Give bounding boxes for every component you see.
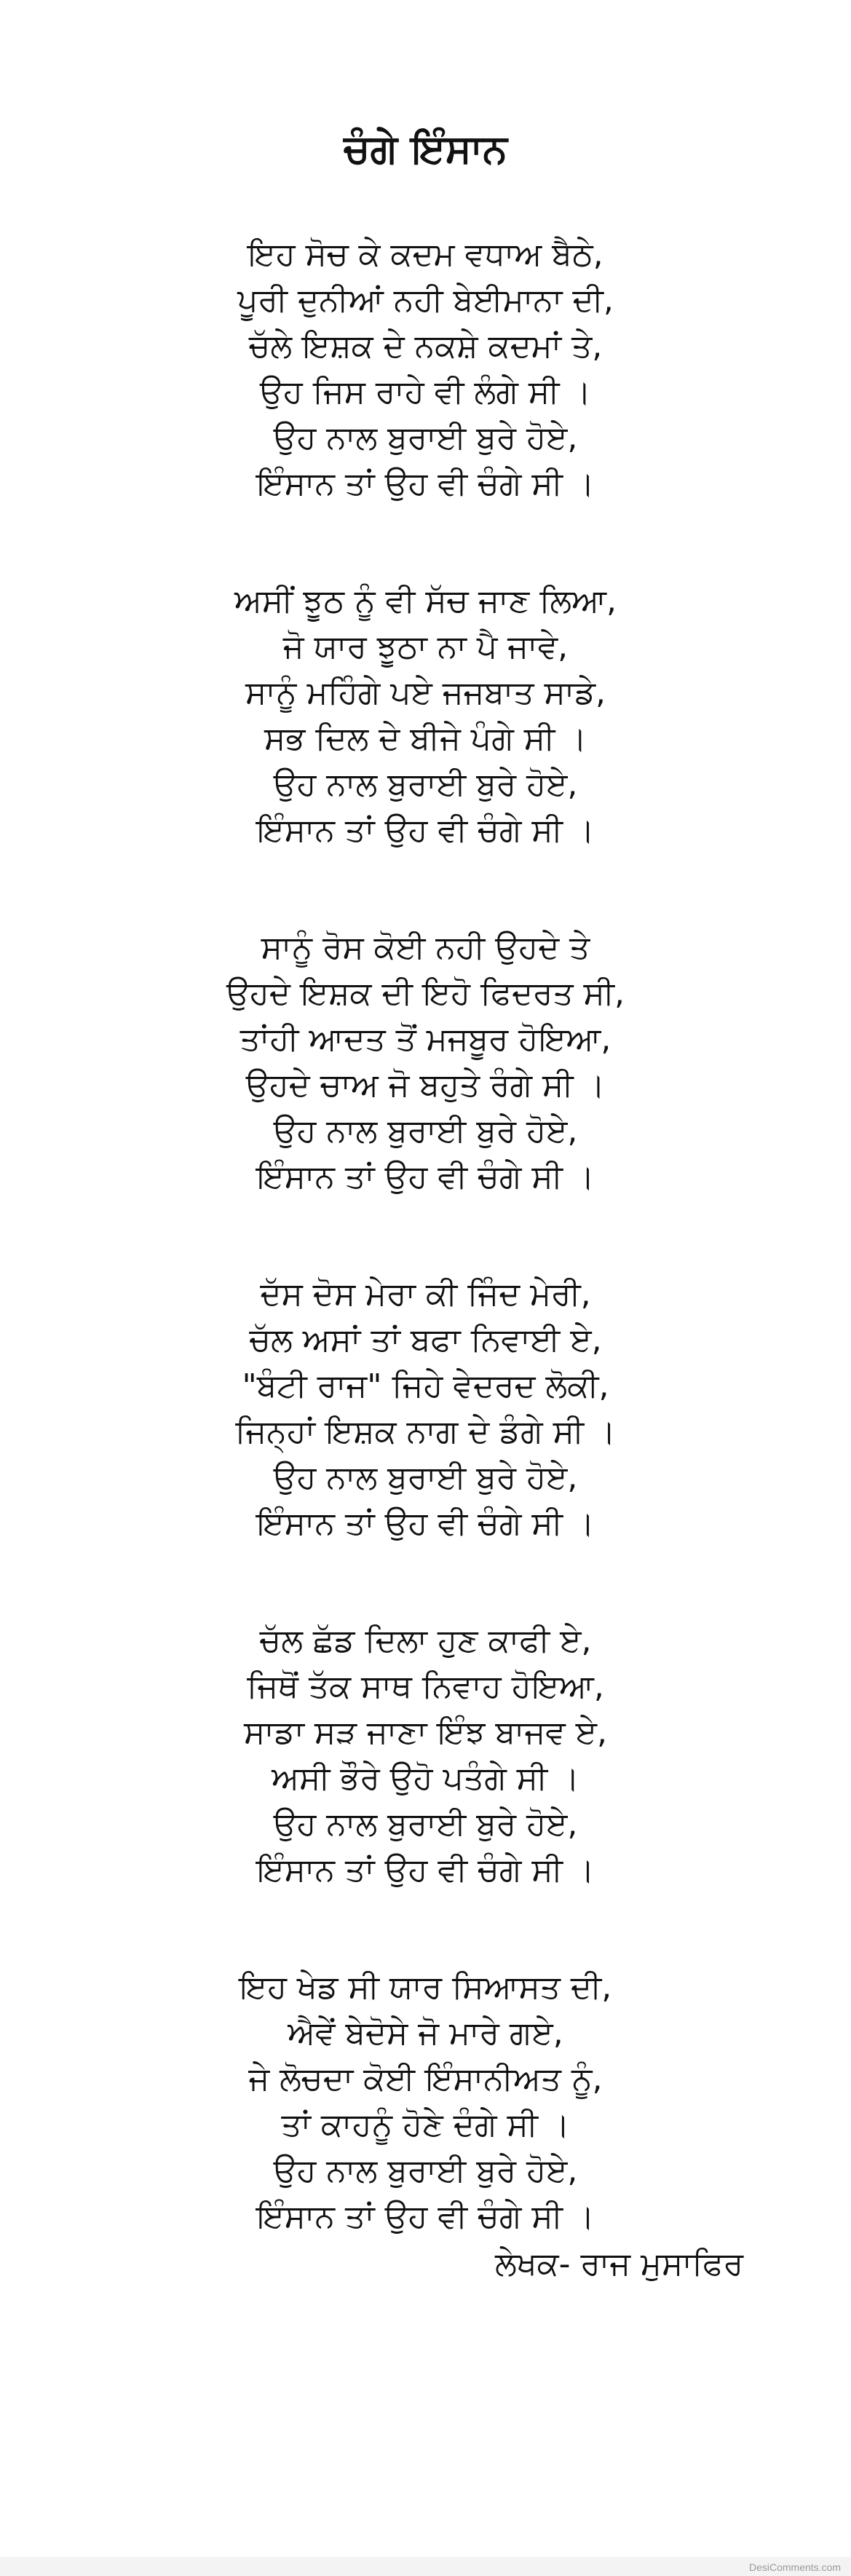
poem-line: ਚੱਲ ਅਸਾਂ ਤਾਂ ਬਫਾ ਨਿਵਾਈ ਏ,	[249, 1321, 602, 1359]
poem-line: ਸਾਨੂੰ ਰੋਸ ਕੋਈ ਨਹੀ ਉਹਦੇ ਤੇ	[261, 929, 590, 966]
stanza-6	[0, 1964, 851, 2240]
poem-line: ਤਾਂਹੀ ਆਦਤ ਤੋਂ ਮਜਬੂਰ ਹੋਇਆ,	[240, 1021, 611, 1058]
poem-line: ਜੇ ਲੋਚਦਾ ਕੋਈ ਇੰਸਾਨੀਅਤ ਨੂੰ,	[248, 2061, 603, 2098]
poem-line: ਜਿਨ੍ਹਾਂ ਇਸ਼ਕ ਨਾਗ ਦੇ ਡੰਗੇ ਸੀ ।	[235, 1413, 616, 1450]
watermark-text: DesiComments.com	[748, 2561, 841, 2573]
poem-line: ਚੱਲ ਛੱਡ ਦਿਲਾ ਹੁਣ ਕਾਫੀ ਏ,	[259, 1622, 592, 1659]
poem-line: ਉਹ ਨਾਲ ਬੁਰਾਈ ਬੁਰੇ ਹੋਏ,	[273, 766, 578, 803]
poem-line: ਚੱਲੇ ਇਸ਼ਕ ਦੇ ਨਕਸ਼ੇ ਕਦਮਾਂ ਤੇ,	[248, 328, 603, 365]
stanza-3	[0, 925, 851, 1200]
poem-line: ਸਭ ਦਿਲ ਦੇ ਬੀਜੇ ਪੰਗੇ ਸੀ ।	[264, 720, 587, 757]
poem-line: ਤਾਂ ਕਾਹਨੂੰ ਹੋਣੇ ਦੰਗੇ ਸੀ ।	[281, 2106, 570, 2144]
stanza-2	[0, 578, 851, 853]
stanza-4	[0, 1271, 851, 1546]
footer-bar	[0, 2557, 851, 2576]
poem-line: ਉਹ ਨਾਲ ਬੁਰਾਈ ਬੁਰੇ ਹੋਏ,	[273, 1459, 578, 1496]
poem-line: ਐਵੇਂ ਬੇਦੋਸੇ ਜੋ ਮਾਰੇ ਗਏ,	[288, 2015, 563, 2052]
poem-line: ਪੂਰੀ ਦੁਨੀਆਂ ਨਹੀ ਬੇਈਮਾਨਾ ਦੀ,	[237, 282, 614, 319]
poem-line: ਉਹ ਨਾਲ ਬੁਰਾਈ ਬੁਰੇ ਹੋਏ,	[273, 2152, 578, 2189]
poem-line: ਉਹਦੇ ਚਾਅ ਜੋ ਬਹੁਤੇ ਰੰਗੇ ਸੀ ।	[245, 1067, 606, 1104]
poem-line: ਸਾਡਾ ਸੜ ਜਾਣਾ ਇੰਝ ਬਾਜਵ ਏ,	[243, 1714, 608, 1751]
poem-line: ਉਹਦੇ ਇਸ਼ਕ ਦੀ ਇਹੋ ਫਿਦਰਤ ਸੀ,	[226, 975, 625, 1012]
poem-line: ਉਹ ਨਾਲ ਬੁਰਾਈ ਬੁਰੇ ਹੋਏ,	[273, 1113, 578, 1150]
poem-line: ਸਾਨੂੰ ਮਹਿੰਗੇ ਪਏ ਜਜਬਾਤ ਸਾਡੇ,	[245, 674, 606, 711]
poem-line: ਉਹ ਨਾਲ ਬੁਰਾਈ ਬੁਰੇ ਹੋਏ,	[273, 1806, 578, 1843]
poem-line: "ਬੰਟੀ ਰਾਜ" ਜਿਹੇ ਵੇਦਰਦ ਲੋਕੀ,	[242, 1367, 609, 1404]
stanza-5	[0, 1618, 851, 1893]
poem-line: ਅਸੀ ਭੌਰੇ ਉਹੋ ਪਤੰਗੇ ਸੀ ।	[272, 1760, 579, 1797]
poem-line: ਜਿਥੋਂ ਤੱਕ ਸਾਥ ਨਿਵਾਹ ਹੋਇਆ,	[247, 1668, 604, 1705]
poem-line: ਇਹ ਖੇਡ ਸੀ ਯਾਰ ਸਿਆਸਤ ਦੀ,	[239, 1969, 612, 2006]
poem-line: ਉਹ ਨਾਲ ਬੁਰਾਈ ਬੁਰੇ ਹੋਏ,	[273, 419, 578, 457]
poem-line: ਇੰਸਾਨ ਤਾਂ ਉਹ ਵੀ ਚੰਗੇ ਸੀ ।	[256, 1505, 595, 1542]
poem-line: ਦੱਸ ਦੋਸ ਮੇਰਾ ਕੀ ਜਿੰਦ ਮੇਰੀ,	[260, 1276, 591, 1313]
author-credit: ਲੇਖਕ- ਰਾਜ ਮੁਸਾਫਿਰ	[495, 2245, 744, 2283]
poem-line: ਉਹ ਜਿਸ ਰਾਹੇ ਵੀ ਲੰਗੇ ਸੀ ।	[259, 374, 592, 411]
poem-line: ਇੰਸਾਨ ਤਾਂ ਉਹ ਵੀ ਚੰਗੇ ਸੀ ।	[256, 465, 595, 502]
poem-line: ਇੰਸਾਨ ਤਾਂ ਉਹ ਵੀ ਚੰਗੇ ਸੀ ।	[256, 812, 595, 849]
poem-body	[0, 232, 851, 2311]
poem-line: ਅਸੀਂ ਝੂਠ ਨੂੰ ਵੀ ਸੱਚ ਜਾਣ ਲਿਆ,	[234, 582, 617, 620]
stanza-1	[0, 232, 851, 507]
poem-line: ਇੰਸਾਨ ਤਾਂ ਉਹ ਵੀ ਚੰਗੇ ਸੀ ।	[256, 1158, 595, 1196]
poem-title: ਚੰਗੇ ਇੰਸਾਨ	[344, 126, 507, 172]
poem-line: ਇਹ ਸੋਚ ਕੇ ਕਦਮ ਵਧਾਅ ਬੈਠੇ,	[248, 236, 603, 273]
poem-line: ਜੋ ਯਾਰ ਝੂਠਾ ਨਾ ਪੈ ਜਾਵੇ,	[282, 628, 569, 665]
poem-line: ਇੰਸਾਨ ਤਾਂ ਉਹ ਵੀ ਚੰਗੇ ਸੀ ।	[256, 1852, 595, 1889]
poem-line: ਇੰਸਾਨ ਤਾਂ ਉਹ ਵੀ ਚੰਗੇ ਸੀ ।	[256, 2198, 595, 2235]
